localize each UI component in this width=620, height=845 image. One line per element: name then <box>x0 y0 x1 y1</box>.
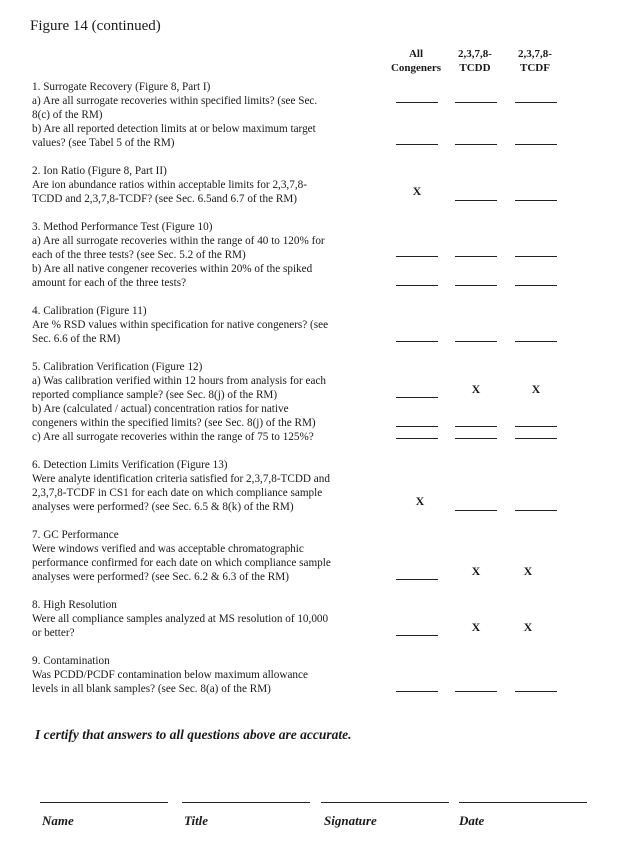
answer-blank[interactable] <box>455 285 497 286</box>
question-line: amount for each of the three tests? <box>32 277 187 289</box>
answer-blank[interactable] <box>396 256 438 257</box>
column-header-line: TCDD <box>459 62 491 74</box>
question-section-3 <box>32 220 377 290</box>
title-signature-line[interactable] <box>182 802 310 803</box>
question-section-2 <box>32 164 377 206</box>
answer-blank[interactable] <box>515 341 557 342</box>
answer-blank[interactable] <box>396 397 438 398</box>
name-label: Name <box>42 813 74 828</box>
question-line: Were windows verified and was acceptable chromatographic <box>32 543 304 555</box>
question-section-6 <box>32 458 377 514</box>
question-line: b) Are (calculated / actual) concentration ratios for native <box>32 403 289 415</box>
question-line: b) Are all reported detection limits at or below maximum target <box>32 123 316 135</box>
question-line: 2. Ion Ratio (Figure 8, Part II) <box>32 165 167 177</box>
answer-blank[interactable] <box>396 438 438 439</box>
question-line: Sec. 6.6 of the RM) <box>32 333 121 345</box>
answer-blank[interactable] <box>515 285 557 286</box>
answer-blank[interactable] <box>515 510 557 511</box>
column-header-line: 2,3,7,8- <box>458 48 492 60</box>
answer-mark: X <box>415 494 425 508</box>
question-line: levels in all blank samples? (see Sec. 8(a) of the RM) <box>32 683 271 695</box>
answer-mark: X <box>523 620 533 634</box>
question-line: Were analyte identification criteria satisfied for 2,3,7,8-TCDD and <box>32 473 330 485</box>
question-line: 9. Contamination <box>32 655 110 667</box>
question-section-7 <box>32 528 377 584</box>
answer-blank[interactable] <box>515 691 557 692</box>
answer-blank[interactable] <box>455 144 497 145</box>
certification-statement: I certify that answers to all questions above are accurate. <box>35 727 352 742</box>
answer-mark: X <box>471 382 481 396</box>
answer-mark: X <box>471 620 481 634</box>
answer-blank[interactable] <box>396 285 438 286</box>
answer-mark: X <box>412 184 422 198</box>
question-line: values? (see Tabel 5 of the RM) <box>32 137 175 149</box>
answer-blank[interactable] <box>515 256 557 257</box>
question-line: Were all compliance samples analyzed at MS resolution of 10,000 <box>32 613 329 625</box>
question-line: 2,3,7,8-TCDF in CS1 for each date on which compliance sample <box>32 487 323 499</box>
question-section-8 <box>32 598 377 640</box>
answer-blank[interactable] <box>515 438 557 439</box>
figure-title: Figure 14 (continued) <box>30 18 161 34</box>
signature-line[interactable] <box>321 802 449 803</box>
question-line: each of the three tests? (see Sec. 5.2 of the RM) <box>32 249 246 261</box>
answer-mark: X <box>471 564 481 578</box>
date-signature-line[interactable] <box>459 802 587 803</box>
answer-blank[interactable] <box>455 510 497 511</box>
question-line: 8. High Resolution <box>32 599 117 611</box>
question-line: performance confirmed for each date on which compliance sample <box>32 557 331 569</box>
signature-label: Signature <box>324 813 377 828</box>
question-line: Are % RSD values within specification for native congeners? (see <box>32 319 329 331</box>
column-header-tcdf <box>500 47 570 75</box>
question-line: Are ion abundance ratios within acceptable limits for 2,3,7,8- <box>32 179 307 191</box>
answer-blank[interactable] <box>455 438 497 439</box>
answer-blank[interactable] <box>515 200 557 201</box>
question-line: 6. Detection Limits Verification (Figure 13) <box>32 459 228 471</box>
name-signature-line[interactable] <box>40 802 168 803</box>
answer-blank[interactable] <box>455 102 497 103</box>
answer-blank[interactable] <box>455 200 497 201</box>
question-section-4 <box>32 304 377 346</box>
answer-blank[interactable] <box>396 341 438 342</box>
question-section-5 <box>32 360 377 444</box>
question-section-1 <box>32 80 377 150</box>
answer-blank[interactable] <box>396 579 438 580</box>
answer-blank[interactable] <box>396 102 438 103</box>
question-line: congeners within the specified limits? (see Sec. 8(j) of the RM) <box>32 417 316 429</box>
question-line: or better? <box>32 627 75 639</box>
answer-blank[interactable] <box>396 144 438 145</box>
answer-blank[interactable] <box>455 691 497 692</box>
question-line: b) Are all native congener recoveries within 20% of the spiked <box>32 263 313 275</box>
question-line: 8(c) of the RM) <box>32 109 103 121</box>
column-header-line: Congeners <box>390 62 442 74</box>
question-line: analyses were performed? (see Sec. 6.2 & 6.3 of the RM) <box>32 571 289 583</box>
answer-blank[interactable] <box>455 341 497 342</box>
question-line: 4. Calibration (Figure 11) <box>32 305 147 317</box>
answer-blank[interactable] <box>455 256 497 257</box>
question-line: a) Are all surrogate recoveries within specified limits? (see Sec. <box>32 95 318 107</box>
answer-blank[interactable] <box>396 426 438 427</box>
question-line: c) Are all surrogate recoveries within the range of 75 to 125%? <box>32 431 314 443</box>
answer-blank[interactable] <box>396 691 438 692</box>
question-line: a) Are all surrogate recoveries within the range of 40 to 120% for <box>32 235 325 247</box>
answer-blank[interactable] <box>515 426 557 427</box>
question-line: TCDD and 2,3,7,8-TCDF? (see Sec. 6.5and 6.7 of the RM) <box>32 193 298 205</box>
question-line: analyses were performed? (see Sec. 6.5 & 8(k) of the RM) <box>32 501 294 513</box>
question-line: 1. Surrogate Recovery (Figure 8, Part I) <box>32 81 211 93</box>
question-line: a) Was calibration verified within 12 hours from analysis for each <box>32 375 327 387</box>
answer-blank[interactable] <box>515 102 557 103</box>
answer-mark: X <box>531 382 541 396</box>
question-line: 7. GC Performance <box>32 529 119 541</box>
column-header-line: TCDF <box>520 62 550 74</box>
question-line: 3. Method Performance Test (Figure 10) <box>32 221 213 233</box>
question-line: 5. Calibration Verification (Figure 12) <box>32 361 203 373</box>
answer-blank[interactable] <box>515 144 557 145</box>
column-header-line: 2,3,7,8- <box>518 48 552 60</box>
date-label: Date <box>459 813 485 828</box>
question-line: Was PCDD/PCDF contamination below maximum allowance <box>32 669 308 681</box>
column-header-line: All <box>408 48 424 60</box>
answer-mark: X <box>523 564 533 578</box>
title-label: Title <box>184 813 209 828</box>
answer-blank[interactable] <box>455 426 497 427</box>
question-section-9 <box>32 654 377 696</box>
question-line: reported compliance sample? (see Sec. 8(j) of the RM) <box>32 389 278 401</box>
answer-blank[interactable] <box>396 635 438 636</box>
